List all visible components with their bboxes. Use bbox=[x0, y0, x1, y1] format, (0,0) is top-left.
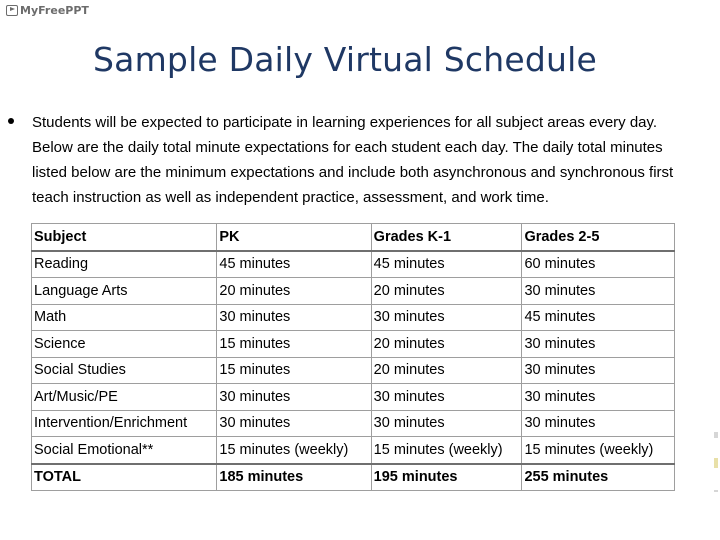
table-cell: 30 minutes bbox=[522, 357, 675, 384]
table-cell: Reading bbox=[32, 251, 217, 278]
table-cell: 45 minutes bbox=[522, 304, 675, 331]
table-cell: 20 minutes bbox=[217, 278, 371, 305]
table-cell: Language Arts bbox=[32, 278, 217, 305]
table-cell: 15 minutes (weekly) bbox=[217, 437, 371, 464]
table-cell: 30 minutes bbox=[522, 410, 675, 437]
table-cell: Social Studies bbox=[32, 357, 217, 384]
table-cell: 15 minutes bbox=[217, 331, 371, 358]
table-cell: 20 minutes bbox=[371, 278, 522, 305]
table-cell: Social Emotional** bbox=[32, 437, 217, 464]
table-cell: Science bbox=[32, 331, 217, 358]
edge-fragment bbox=[714, 432, 718, 438]
watermark-text: MyFreePPT bbox=[20, 3, 89, 17]
table-row bbox=[32, 357, 675, 384]
table-cell: 30 minutes bbox=[217, 384, 371, 411]
total-cell: 185 minutes bbox=[217, 464, 371, 491]
table-row bbox=[32, 304, 675, 331]
play-box-icon bbox=[6, 5, 18, 16]
table-cell: 30 minutes bbox=[217, 410, 371, 437]
table-cell: Intervention/Enrichment bbox=[32, 410, 217, 437]
table-row bbox=[32, 410, 675, 437]
bullet-item bbox=[8, 110, 698, 210]
table-cell: 30 minutes bbox=[371, 304, 522, 331]
table-cell: 30 minutes bbox=[371, 384, 522, 411]
table-cell: 30 minutes bbox=[522, 278, 675, 305]
table-row bbox=[32, 331, 675, 358]
table-cell: 20 minutes bbox=[371, 357, 522, 384]
table-cell: 30 minutes bbox=[522, 331, 675, 358]
edge-fragment bbox=[714, 490, 718, 492]
header-cell-grades-2-5: Grades 2-5 bbox=[522, 224, 675, 251]
table-header-row bbox=[32, 224, 675, 251]
table-cell: Math bbox=[32, 304, 217, 331]
table-row bbox=[32, 437, 675, 464]
total-cell: TOTAL bbox=[32, 464, 217, 491]
table-cell: 45 minutes bbox=[217, 251, 371, 278]
table-cell: 20 minutes bbox=[371, 331, 522, 358]
table-cell: 45 minutes bbox=[371, 251, 522, 278]
table-row bbox=[32, 384, 675, 411]
table-cell: 15 minutes (weekly) bbox=[522, 437, 675, 464]
table-cell: Art/Music/PE bbox=[32, 384, 217, 411]
schedule-table bbox=[31, 223, 675, 491]
header-cell-subject: Subject bbox=[32, 224, 217, 251]
table-cell: 15 minutes bbox=[217, 357, 371, 384]
table-row bbox=[32, 278, 675, 305]
table-cell: 15 minutes (weekly) bbox=[371, 437, 522, 464]
slide-title: Sample Daily Virtual Schedule bbox=[93, 40, 597, 79]
table-total-row bbox=[32, 464, 675, 491]
bullet-dot-icon bbox=[8, 118, 14, 124]
edge-fragment bbox=[714, 458, 718, 468]
total-cell: 255 minutes bbox=[522, 464, 675, 491]
schedule-table-body bbox=[32, 224, 675, 491]
table-cell: 30 minutes bbox=[371, 410, 522, 437]
watermark-logo bbox=[6, 3, 89, 17]
table-row bbox=[32, 251, 675, 278]
header-cell-pk: PK bbox=[217, 224, 371, 251]
header-cell-grades-k-1: Grades K-1 bbox=[371, 224, 522, 251]
table-cell: 30 minutes bbox=[522, 384, 675, 411]
table-cell: 60 minutes bbox=[522, 251, 675, 278]
table-cell: 30 minutes bbox=[217, 304, 371, 331]
total-cell: 195 minutes bbox=[371, 464, 522, 491]
bullet-text: Students will be expected to participate in learning experiences for all subject areas every day. Below are the daily total minute expectations for each student each day. The daily total minutes listed below are the minimum expectations and include both asynchronous and synchronous first teach instruction as well as independent practice, assessment, and work time. bbox=[32, 114, 674, 206]
